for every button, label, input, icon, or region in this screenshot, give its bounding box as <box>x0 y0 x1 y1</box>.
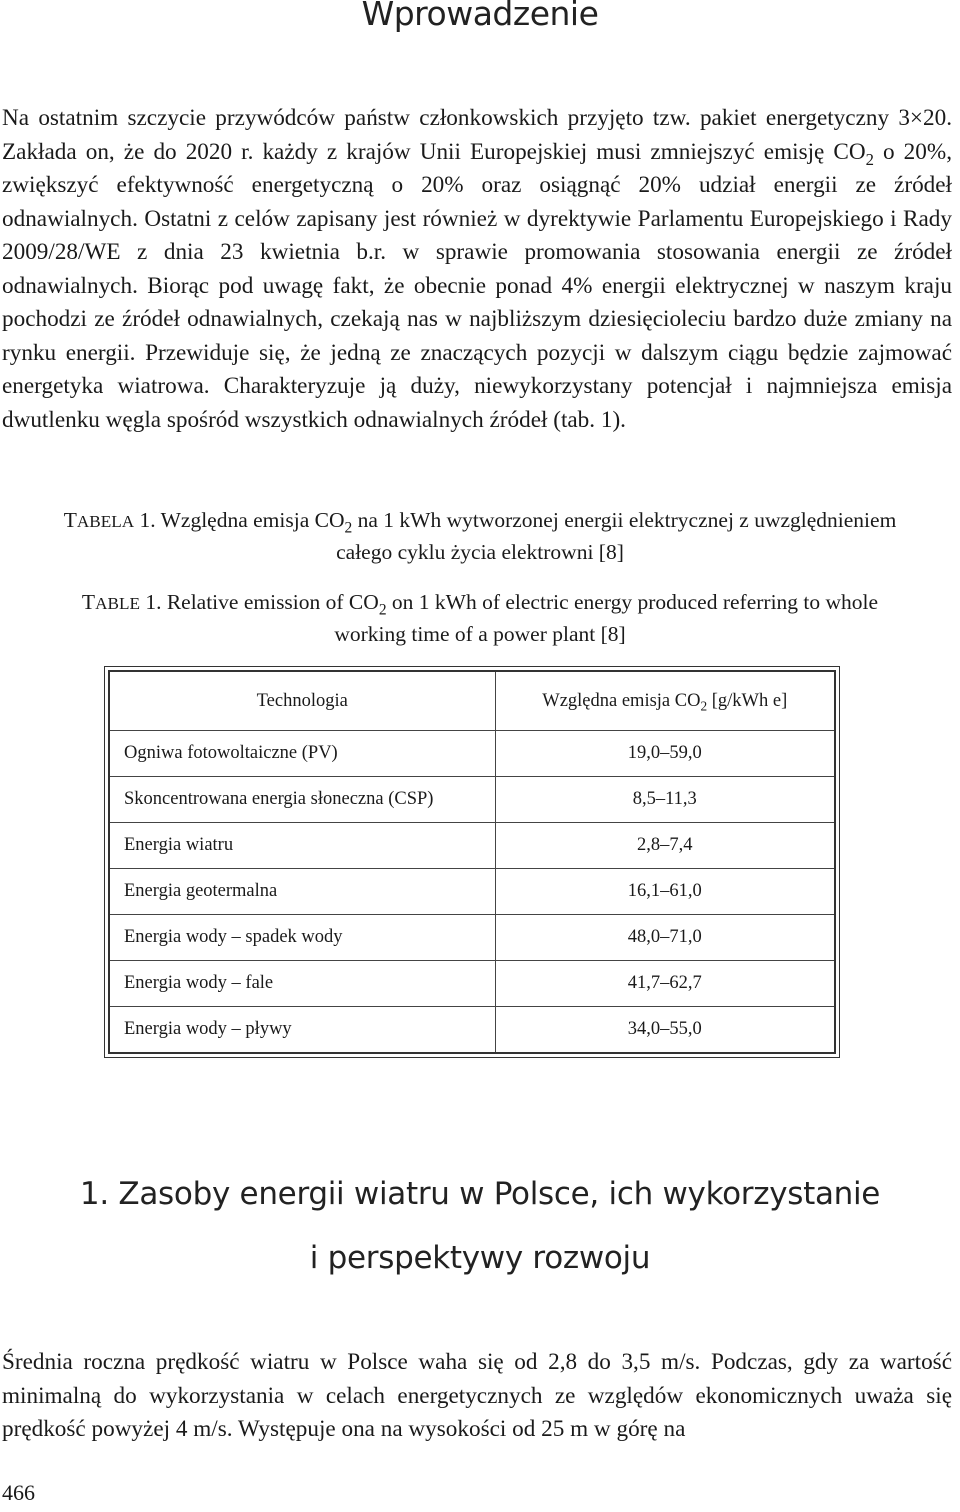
caption-en-sub: 2 <box>378 601 387 619</box>
section-heading-line1: 1. Zasoby energii wiatru w Polsce, ich wykorzystanie <box>79 1176 881 1212</box>
caption-en-label-rest: ABLE <box>95 594 140 613</box>
table-caption-en <box>0 587 960 649</box>
caption-pl-line2: całego cyklu życia elektrowni [8] <box>336 540 624 564</box>
header-emission-unit: [g/kWh e] <box>707 690 788 711</box>
technology-cell: Energia wody – pływy <box>109 1007 495 1054</box>
intro-paragraph-part2: o 20%, zwiększyć efektywność energetyczną o 20% oraz osiągnąć 20% udział energii ze źródeł odnawialnych. Ostatni z celów zapisany jest również w dyrektywie Parlamentu Europejskiego i Rady 2009/28/WE z dnia 23 kwietnia b.r. w sprawie promowania stosowania energii ze źródeł odnawialnych. Biorąc pod uwagę fakt, że obecnie ponad 4% energii elektrycznej w naszym kraju pochodzi ze źródeł odnawialnych, czekają nas w najbliższym dziesięcioleciu bardzo duże zmiany na rynku energii. Przewiduje się, że jedną ze znaczących pozycji w dalszym ciągu będzie zajmować energetyka wiatrowa. Charakteryzuje ją duży, niewykorzystany potencjał i najmniejsza emisja dwutlenku węgla spośród wszystkich odnawialnych źródeł (tab. 1). <box>2 138 952 433</box>
table-row <box>109 915 835 961</box>
table-row <box>109 823 835 869</box>
co2-subscript: 2 <box>865 149 874 169</box>
caption-pl-number: 1. <box>134 508 156 532</box>
section-paragraph: Średnia roczna prędkość wiatru w Polsce waha się od 2,8 do 3,5 m/s. Podczas, gdy za wartość minimalną do wykorzystania w celach energetycznych ze względów ekonomicznych uważa się prędkość powyżej 4 m/s. Występuje ona na wysokości od 25 m w górę na <box>2 1349 952 1442</box>
table-row <box>109 777 835 823</box>
table-header-row <box>109 671 835 731</box>
technology-cell: Energia wiatru <box>109 823 495 869</box>
emission-cell: 48,0–71,0 <box>495 915 835 961</box>
caption-pl-sub: 2 <box>344 519 353 537</box>
table-row <box>109 731 835 777</box>
header-emission <box>495 671 835 731</box>
header-emission-text: Względna emisja CO <box>542 690 701 711</box>
emission-cell: 2,8–7,4 <box>495 823 835 869</box>
caption-pl-text2: na 1 kWh wytworzonej energii elektrycznej z uwzględnieniem <box>352 508 897 532</box>
emission-cell: 16,1–61,0 <box>495 869 835 915</box>
caption-en-label-initial: T <box>81 590 96 614</box>
emission-cell: 19,0–59,0 <box>495 731 835 777</box>
caption-en-line2: working time of a power plant [8] <box>334 622 626 646</box>
caption-pl-text1: Względna emisja CO <box>155 508 345 532</box>
page-number: 466 <box>2 1480 35 1505</box>
caption-pl-label-initial: T <box>63 508 77 532</box>
intro-paragraph-part1: Na ostatnim szczycie przywódców państw członkowskich przyjęto tzw. pakiet energetyczny 3×20. Zakłada on, że do 2020 r. każdy z krajów Unii Europejskiej musi zmniejszyć emisję CO <box>2 105 952 165</box>
section-heading <box>0 1162 960 1290</box>
table-row <box>109 869 835 915</box>
technology-cell: Ogniwa fotowoltaiczne (PV) <box>109 731 495 777</box>
table-row <box>109 1007 835 1054</box>
caption-en-text2: on 1 kWh of electric energy produced referring to whole <box>386 590 879 614</box>
technology-cell: Energia wody – fale <box>109 961 495 1007</box>
technology-cell: Energia geotermalna <box>109 869 495 915</box>
caption-en-text1: Relative emission of CO <box>161 590 379 614</box>
header-technology: Technologia <box>109 671 495 731</box>
intro-heading: Wprowadzenie <box>361 0 599 33</box>
section-heading-line2: i perspektywy rozwoju <box>309 1240 651 1276</box>
technology-cell: Energia wody – spadek wody <box>109 915 495 961</box>
table-caption-pl <box>0 505 960 567</box>
intro-paragraph <box>2 102 952 437</box>
table-row <box>109 961 835 1007</box>
emission-cell: 8,5–11,3 <box>495 777 835 823</box>
caption-en-number: 1. <box>139 590 162 614</box>
emissions-table <box>108 670 836 1054</box>
caption-pl-label-rest: ABELA <box>76 512 135 531</box>
emission-cell: 41,7–62,7 <box>495 961 835 1007</box>
technology-cell: Skoncentrowana energia słoneczna (CSP) <box>109 777 495 823</box>
emission-cell: 34,0–55,0 <box>495 1007 835 1054</box>
header-emission-sub: 2 <box>700 698 708 714</box>
